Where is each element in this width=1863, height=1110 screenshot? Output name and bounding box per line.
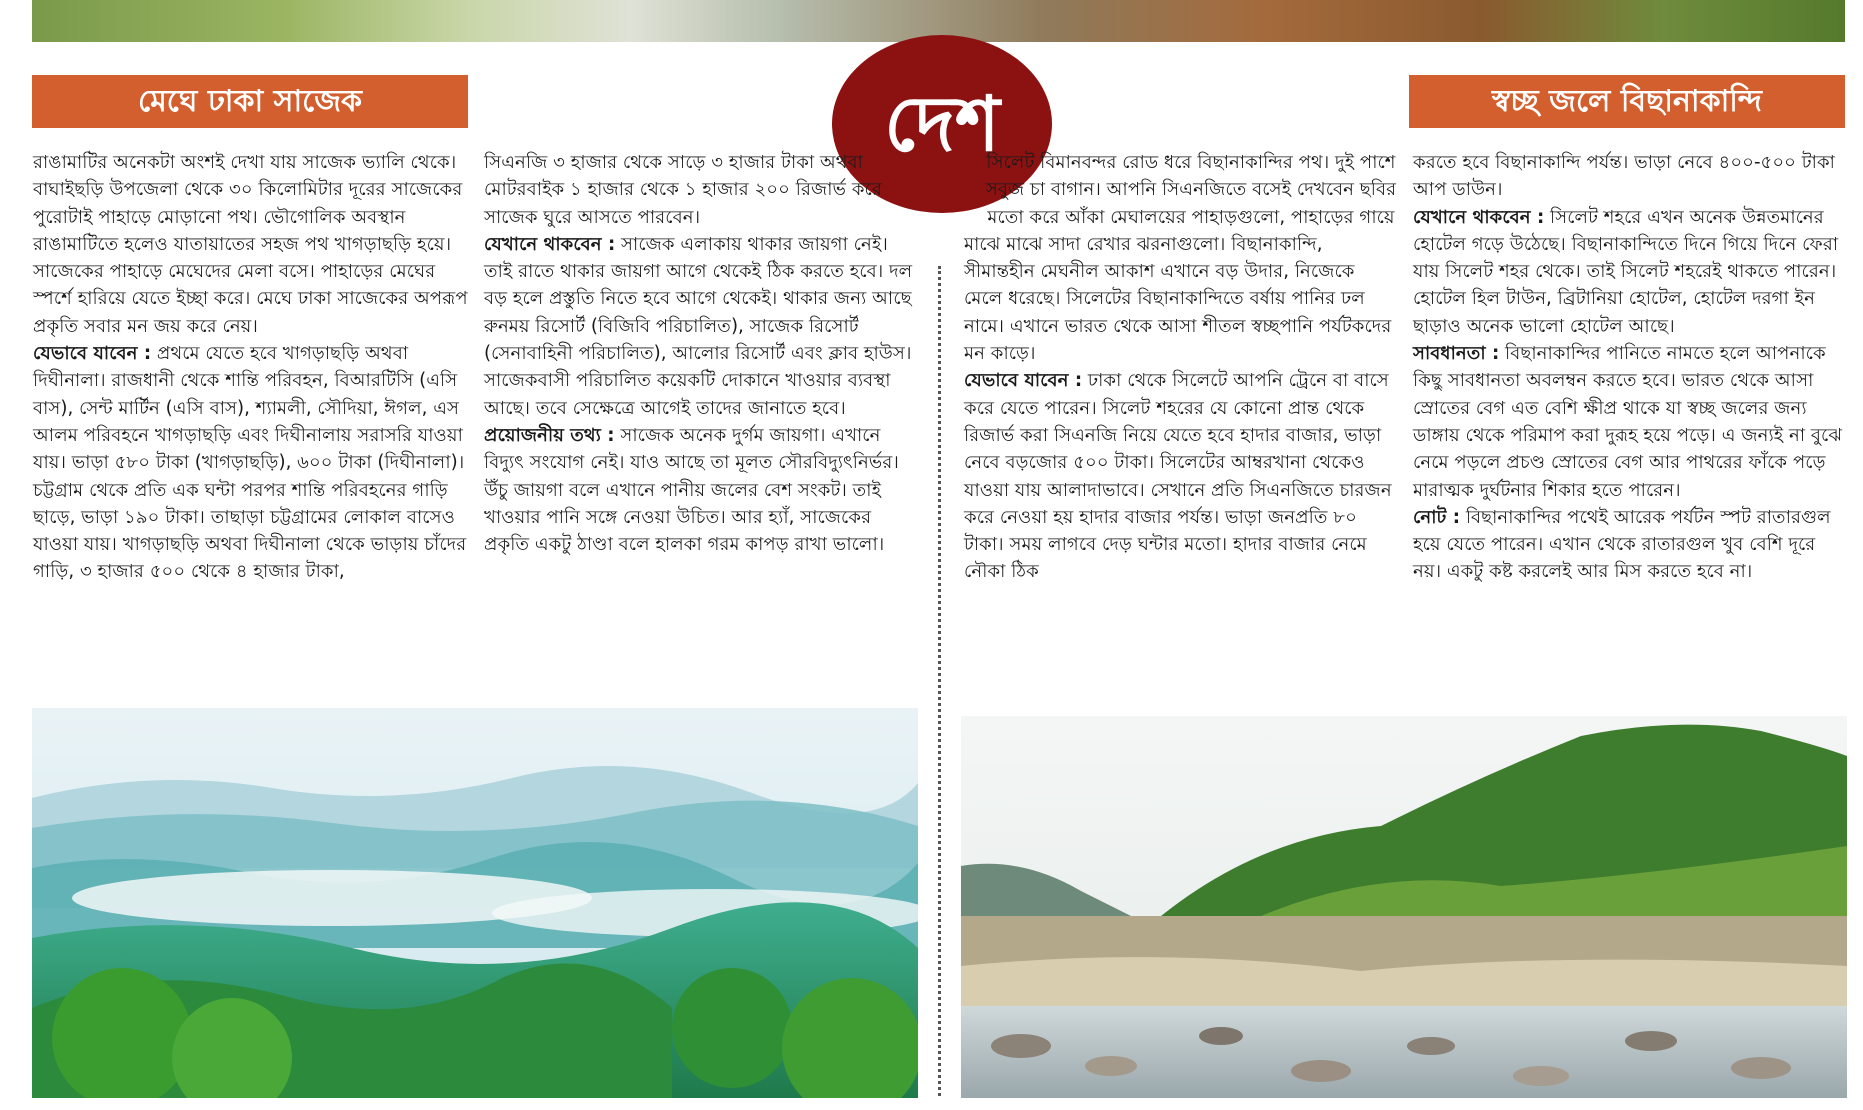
paragraph: সিলেট বিমানবন্দর রোড ধরে বিছানাকান্দির পথ। দুই পাশে সবুজ চা বাগান। আপনি সিএনজিতে বসেই দেখবেন ছবির মতো করে আঁকা মেঘালয়ের পাহাড়গুলো, পাহাড়ের গায়ে [985,152,1397,228]
section-title-sajek: মেঘে ঢাকা সাজেক [32,75,468,128]
subheading: প্রয়োজনীয় তথ্য : [484,424,615,446]
sajek-misty-hills-photo [32,708,918,1098]
article-column-3 [964,149,1398,586]
paragraph: যেভাবে যাবেন : ঢাকা থেকে সিলেটে আপনি ট্রেনে বা বাসে করে যেতে পারেন। সিলেট শহরের যে কোনো প্রান্ত থেকে রিজার্ভ করা সিএনজি নিয়ে যেতে হবে হাদার বাজার, ভাড়া নেবে বড়জোর ৫০০ টাকা। সিলেটের আম্বরখানা থেকেও যাওয়া যায় আলাদাভাবে। সেখানে প্রতি সিএনজিতে চারজন করে নেওয়া হয় হাদার বাজার পর্যন্ত। ভাড়া জনপ্রতি ৮০ টাকা। সময় লাগবে দেড় ঘন্টার মতো। হাদার বাজার নেমে নৌকা ঠিক [964,370,1392,583]
paragraph: সিএনজি ৩ হাজার থেকে সাড়ে ৩ হাজার টাকা অথবা মোটরবাইক ১ হাজার থেকে ১ হাজার ২০০ রিজার্ভ করে সাজেক ঘুরে আসতে পারবেন। [484,152,882,228]
subheading: সাবধানতা : [1413,343,1500,365]
paragraph: যেখানে থাকবেন : সিলেট শহরে এখন অনেক উন্নতমানের হোটেল গড়ে উঠেছে। বিছানাকান্দিতে দিনে গিয়ে দিনে ফেরা যায় সিলেট শহর থেকে। তাই সিলেট শহরেই থাকতে পারেন। হোটেল হিল টাউন, ব্রিটানিয়া হোটেল, হোটেল দরগা ইন ছাড়াও অনেক ভালো হোটেল আছে। [1413,206,1839,337]
subheading: যেখানে থাকবেন : [484,233,616,255]
desh-section-badge: দেশ [832,35,1052,213]
subheading: নোট : [1413,506,1461,528]
paragraph: নোট : বিছানাকান্দির পথেই আরেক পর্যটন স্পট রাতারগুল হয়ে যেতে পারেন। এখান থেকে রাতারগুল খুব বেশি দূরে নয়। একটু কষ্ট করলেই আর মিস করতে হবে না। [1413,506,1831,583]
bichanakandi-river-photo [961,716,1847,1098]
subheading: যেভাবে যাবেন : [33,343,152,365]
article-column-1 [33,149,469,586]
paragraph: রাঙামাটির অনেকটা অংশই দেখা যায় সাজেক ভ্যালি থেকে। বাঘাইছড়ি উপজেলা থেকে ৩০ কিলোমিটার দূরের সাজেকের পুরোটাই পাহাড়ে মোড়ানো পথ। ভৌগোলিক অবস্থান রাঙামাটিতে হলেও যাতায়াতের সহজ পথ খাগড়াছড়ি হয়ে। সাজেকের পাহাড়ে মেঘেদের মেলা বসে। পাহাড়ের মেঘের স্পর্শে হারিয়ে যেতে ইচ্ছা করে। মেঘে ঢাকা সাজেকের অপরূপ প্রকৃতি সবার মন জয় করে নেয়। [33,152,468,337]
paragraph: করতে হবে বিছানাকান্দি পর্যন্ত। ভাড়া নেবে ৪০০-৫০০ টাকা আপ ডাউন। [1413,152,1835,201]
section-title-bichanakandi: স্বচ্ছ জলে বিছানাকান্দি [1409,75,1845,128]
article-column-2 [484,149,920,558]
paragraph: সাবধানতা : বিছানাকান্দির পানিতে নামতে হলে আপনাকে কিছু সাবধানতা অবলম্বন করতে হবে। ভারত থেকে আসা স্রোতের বেগ এত বেশি ক্ষীপ্র থাকে যা স্বচ্ছ জলের জন্য ডাঙ্গায় থেকে পরিমাপ করা দুরূহ হয়ে পড়ে। এ জন্যই না বুঝে নেমে পড়লে প্রচণ্ড স্রোতের বেগ আর পাথরের ফাঁকে পড়ে মারাত্মক দুর্ঘটনার শিকার হতে পারেন। [1413,343,1843,501]
article-column-4 [1413,149,1847,586]
paragraph: মাঝে মাঝে সাদা রেখার ঝরনাগুলো। বিছানাকান্দি, সীমান্তহীন মেঘনীল আকাশ এখানে বড় উদার, নিজেকে মেলে ধরেছে। সিলেটের বিছানাকান্দিতে বর্ষায় পানির ঢল নামে। এখানে ভারত থেকে আসা শীতল স্বচ্ছপানি পর্যটকদের মন কাড়ে। [964,233,1392,365]
subheading: যেভাবে যাবেন : [964,370,1083,392]
column-divider [938,266,941,1096]
subheading: যেখানে থাকবেন : [1413,206,1545,228]
paragraph: প্রয়োজনীয় তথ্য : সাজেক অনেক দুর্গম জায়গা। এখানে বিদ্যুৎ সংযোগ নেই। যাও আছে তা মূলত সৌরবিদ্যুৎনির্ভর। উঁচু জায়গা বলে এখানে পানীয় জলের বেশ সংকট। তাই খাওয়ার পানি সঙ্গে নেওয়া উচিত। আর হ্যাঁ, সাজেকের প্রকৃতি একটু ঠাণ্ডা বলে হালকা গরম কাপড় রাখা ভালো। [484,424,899,556]
paragraph: যেখানে থাকবেন : সাজেক এলাকায় থাকার জায়গা নেই। তাই রাতে থাকার জায়গা আগে থেকেই ঠিক করতে হবে। দল বড় হলে প্রস্তুতি নিতে হবে আগে থেকেই। থাকার জন্য আছে রুনময় রিসোর্ট (বিজিবি পরিচালিত), সাজেক রিসোর্ট (সেনাবাহিনী পরিচালিত), আলোর রিসোর্ট এবং ক্লাব হাউস। সাজেকবাসী পরিচালিত কয়েকটি দোকানে খাওয়ার ব্যবস্থা আছে। তবে সেক্ষেত্রে আগেই তাদের জানাতে হবে। [484,233,913,419]
paragraph: যেভাবে যাবেন : প্রথমে যেতে হবে খাগড়াছড়ি অথবা দিঘীনালা। রাজধানী থেকে শান্তি পরিবহন, বিআরটিসি (এসি বাস), সেন্ট মার্টিন (এসি বাস), শ্যামলী, সৌদিয়া, ঈগল, এস আলম পরিবহনে খাগড়াছড়ি এবং দিঘীনালায় সরাসরি যাওয়া যায়। ভাড়া ৫৮০ টাকা (খাগড়াছড়ি), ৬০০ টাকা (দিঘীনালা)। চট্টগ্রাম থেকে প্রতি এক ঘন্টা পরপর শান্তি পরিবহনের গাড়ি ছাড়ে, ভাড়া ১৯০ টাকা। তাছাড়া চট্টগ্রামের লোকাল বাসেও যাওয়া যায়। খাগড়াছড়ি অথবা দিঘীনালা থেকে ভাড়ায় চাঁদের গাড়ি, ৩ হাজার ৫০০ থেকে ৪ হাজার টাকা, [33,343,467,583]
